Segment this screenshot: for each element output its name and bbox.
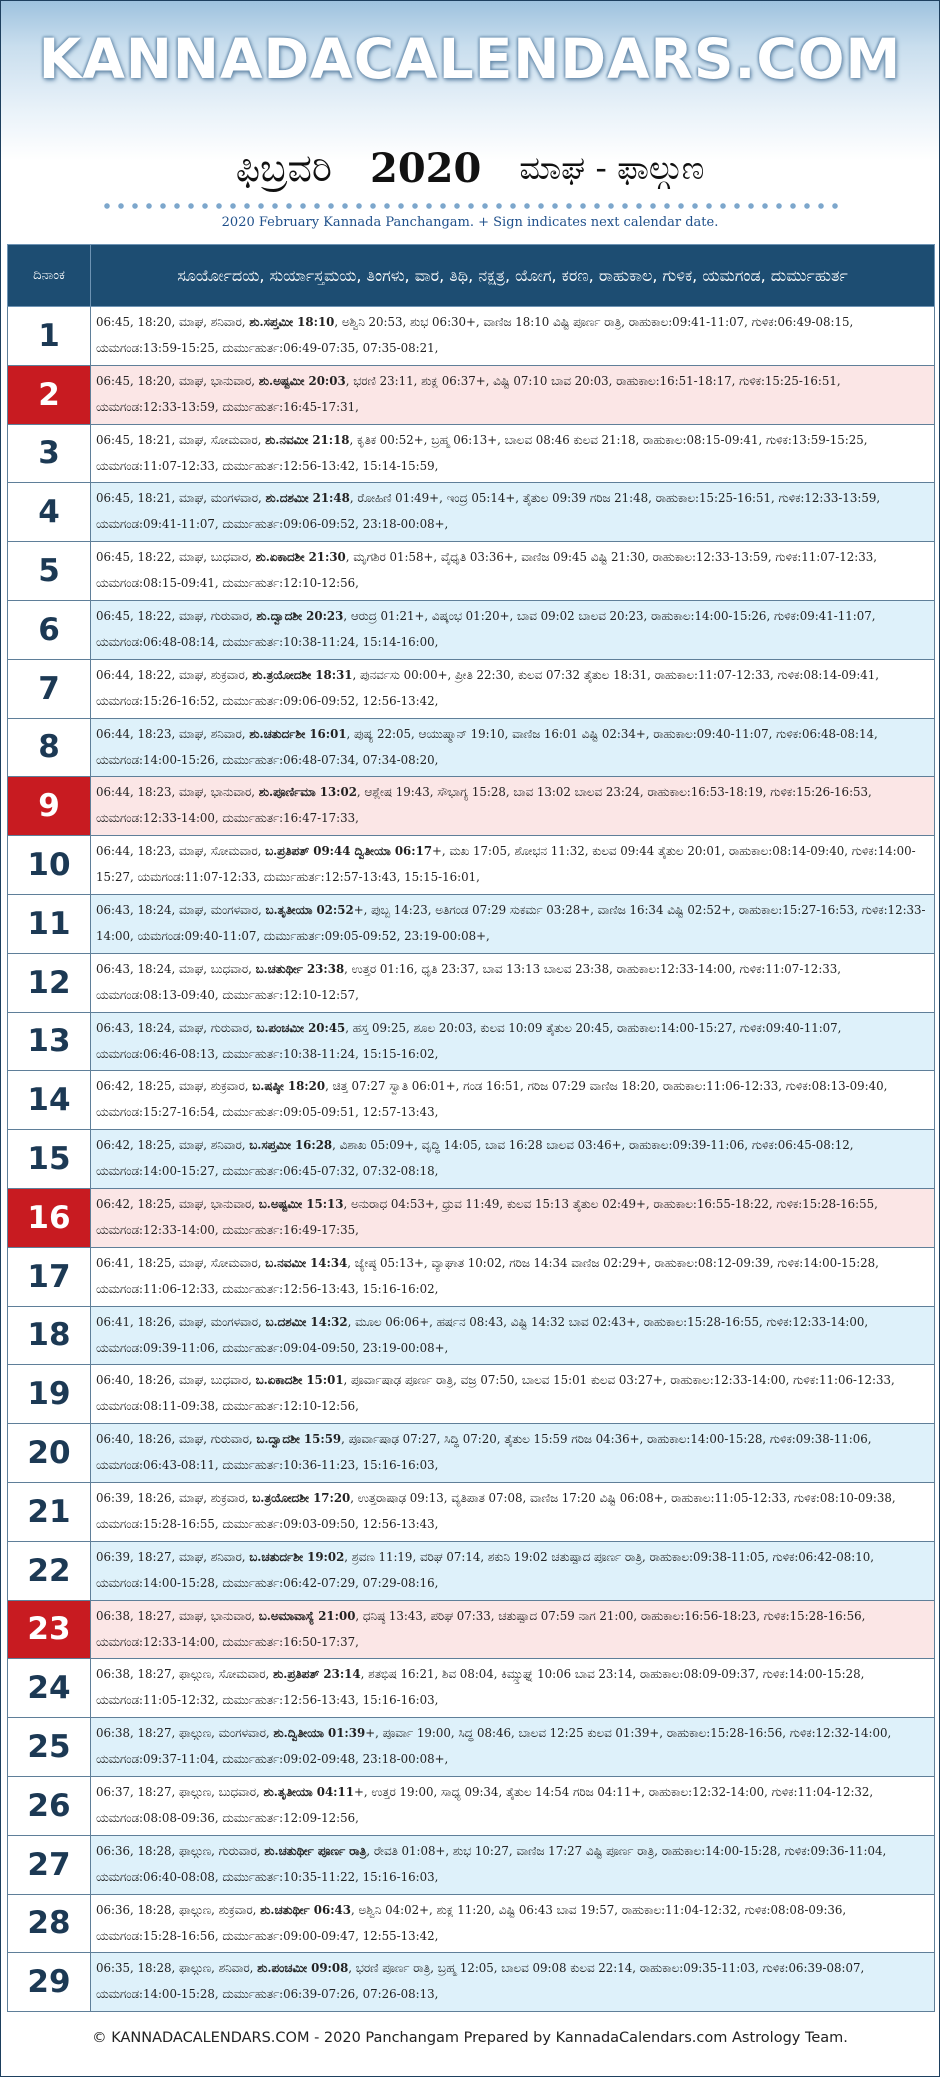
tithi-text: ಬ.ಅಮಾವಾಸ್ಯೆ 21:00: [258, 1608, 356, 1623]
table-row: [8, 365, 935, 424]
table-row: [8, 483, 935, 542]
month-title: [1, 143, 939, 192]
date-cell: 26: [8, 1776, 91, 1835]
date-cell: 21: [8, 1482, 91, 1541]
tithi-text: ಶು.ದ್ವಾದಶೀ 20:23: [256, 608, 344, 623]
date-cell: 10: [8, 836, 91, 895]
date-cell: 27: [8, 1835, 91, 1894]
sun-month-weekday: 06:43, 18:24, ಮಾಘ, ಗುರುವಾರ,: [96, 1020, 257, 1035]
panchangam-details: [96, 779, 929, 831]
sun-month-weekday: 06:44, 18:23, ಮಾಘ, ಭಾನುವಾರ,: [96, 785, 259, 800]
sun-month-weekday: 06:40, 18:26, ಮಾಘ, ಗುರುವಾರ,: [96, 1432, 257, 1447]
date-cell: 5: [8, 542, 91, 601]
tithi-text: ಶು.ಪೂರ್ಣಿಮಾ 13:02: [258, 785, 357, 800]
date-cell: 22: [8, 1541, 91, 1600]
panchangam-details: [96, 1191, 929, 1243]
date-cell: 12: [8, 953, 91, 1012]
table-row: [8, 1718, 935, 1777]
sun-month-weekday: 06:40, 18:26, ಮಾಘ, ಬುಧವಾರ,: [96, 1373, 256, 1388]
panchangam-details: [96, 427, 929, 479]
table-row: [8, 600, 935, 659]
month-name-kannada: ಫಿಬ್ರವರಿ: [235, 146, 332, 190]
table-row: [8, 1071, 935, 1130]
date-cell: 9: [8, 777, 91, 836]
site-title[interactable]: KANNADACALENDARS.COM: [38, 27, 902, 91]
table-row: [8, 1365, 935, 1424]
date-cell: 8: [8, 718, 91, 777]
nakshatra-yoga-karana-timings: , ಜ್ಯೇಷ್ಠ 05:13+, ವ್ಯಾಘಾತ 10:02, ಗರಿಜ 14:34 ವಾಣಿಜ 02:29+, ರಾಹುಕಾಲ:08:12-09:39, ಗುಳಿಕ:14:00-15:28, ಯಮಗಂಡ:11:06-12:33, ದುರ್ಮುಹುರ್ತ:12:56-13:43, 15:16-16:02,: [96, 1255, 879, 1296]
panchangam-details-cell: [91, 836, 935, 895]
table-row: [8, 1835, 935, 1894]
panchangam-details: [96, 1897, 929, 1949]
tithi-text: ಬ.ದಶಮೀ 14:32: [265, 1314, 348, 1329]
panchangam-details-cell: [91, 1247, 935, 1306]
column-header-date: ದಿನಾಂಕ: [8, 245, 91, 307]
sun-month-weekday: 06:45, 18:22, ಮಾಘ, ಬುಧವಾರ,: [96, 550, 256, 565]
panchangam-details: [96, 603, 929, 655]
table-row: [8, 1894, 935, 1953]
panchangam-details-cell: [91, 894, 935, 953]
date-cell: 25: [8, 1718, 91, 1777]
panchangam-details: [96, 1250, 929, 1302]
table-row: [8, 1776, 935, 1835]
nakshatra-yoga-karana-timings: , ಅನುರಾಧ 04:53+, ಧ್ರುವ 11:49, ಕುಲವ 15:13 ತೈತುಲ 02:49+, ರಾಹುಕಾಲ:16:55-18:22, ಗುಳಿಕ:15:28-16:55, ಯಮಗಂಡ:12:33-14:00, ದುರ್ಮುಹುರ್ತ:16:49-17:35,: [96, 1196, 878, 1237]
nakshatra-yoga-karana-timings: , ಶ್ರವಣ 11:19, ವರಿಘ 07:14, ಶಕುನಿ 19:02 ಚತುಷ್ಪಾದ ಪೂರ್ಣ ರಾತ್ರಿ, ರಾಹುಕಾಲ:09:38-11:05, ಗುಳಿಕ:06:42-08:10, ಯಮಗಂಡ:14:00-15:28, ದುರ್ಮುಹುರ್ತ:06:42-07:29, 07:29-08:16,: [96, 1549, 875, 1590]
table-row: [8, 1953, 935, 2012]
masa-name: ಮಾಘ - ಫಾಲ್ಗುಣ: [519, 149, 705, 187]
panchangam-details: [96, 1309, 929, 1361]
panchangam-details-cell: [91, 1776, 935, 1835]
sun-month-weekday: 06:41, 18:25, ಮಾಘ, ಸೋಮವಾರ,: [96, 1255, 266, 1270]
date-cell: 28: [8, 1894, 91, 1953]
panchangam-details-cell: [91, 1188, 935, 1247]
tithi-text: ಶು.ಏಕಾದಶೀ 21:30: [255, 550, 346, 565]
nakshatra-yoga-karana-timings: +, ಉತ್ತರ 19:00, ಸಾಧ್ಯ 09:34, ತೈತುಲ 14:54 ಗರಿಜ 04:11+, ರಾಹುಕಾಲ:12:32-14:00, ಗುಳಿಕ:11:04-12:32, ಯಮಗಂಡ:08:08-09:36, ದುರ್ಮುಹುರ್ತ:12:09-12:56,: [96, 1784, 874, 1825]
panchangam-details-cell: [91, 659, 935, 718]
nakshatra-yoga-karana-timings: , ಕೃತಿಕ 00:52+, ಬ್ರಹ್ಮ 06:13+, ಬಾಲವ 08:46 ಕುಲವ 21:18, ರಾಹುಕಾಲ:08:15-09:41, ಗುಳಿಕ:13:59-15:25, ಯಮಗಂಡ:11:07-12:33, ದುರ್ಮುಹುರ್ತ:12:56-13:42, 15:14-15:59,: [96, 432, 868, 473]
tithi-text: ಶು.ಚತುರ್ಥೀ ಪೂರ್ಣ ರಾತ್ರಿ: [264, 1843, 367, 1858]
tithi-text: ಶು.ದಶಮೀ 21:48: [265, 491, 350, 506]
sun-month-weekday: 06:45, 18:22, ಮಾಘ, ಗುರುವಾರ,: [96, 608, 257, 623]
panchangam-details: [96, 1838, 929, 1890]
nakshatra-yoga-karana-timings: , ಶತಭಿಷ 16:21, ಶಿವ 08:04, ಕಿಮ್ಸ್ತುಘ್ನ 10:06 ಬಾವ 23:14, ರಾಹುಕಾಲ:08:09-09:37, ಗುಳಿಕ:14:00-15:28, ಯಮಗಂಡ:11:05-12:32, ದುರ್ಮುಹುರ್ತ:12:56-13:43, 15:16-16:03,: [96, 1667, 865, 1708]
date-cell: 20: [8, 1424, 91, 1483]
table-row: [8, 1659, 935, 1718]
decorative-border: [101, 201, 839, 211]
table-row: [8, 1012, 935, 1071]
tithi-text: ಶು.ನವಮೀ 21:18: [265, 432, 350, 447]
panchangam-details-cell: [91, 953, 935, 1012]
sun-month-weekday: 06:42, 18:25, ಮಾಘ, ಭಾನುವಾರ,: [96, 1196, 259, 1211]
nakshatra-yoga-karana-timings: , ಆರುದ್ರ 01:21+, ವಿಷ್ಕಂಭ 01:20+, ಬಾವ 09:02 ಬಾಲವ 20:23, ರಾಹುಕಾಲ:14:00-15:26, ಗುಳಿಕ:09:41-11:07, ಯಮಗಂಡ:06:48-08:14, ದುರ್ಮುಹುರ್ತ:10:38-11:24, 15:14-16:00,: [96, 608, 876, 649]
table-row: [8, 307, 935, 366]
panchangam-details: [96, 1544, 929, 1596]
tithi-text: ಬ.ಷಷ್ಠೀ 18:20: [252, 1079, 326, 1094]
tithi-text: ಶು.ಪ್ರತಿಪತ್ 23:14: [273, 1667, 361, 1682]
tithi-text: ಶು.ಚತುರ್ದಶೀ 16:01: [249, 726, 347, 741]
table-row: [8, 424, 935, 483]
panchangam-details: [96, 1779, 929, 1831]
date-cell: 6: [8, 600, 91, 659]
panchangam-details-cell: [91, 718, 935, 777]
tithi-text: ಬ.ಪ್ರತಿಪತ್ 09:44 ದ್ವಿತೀಯಾ 06:17: [265, 844, 433, 859]
table-row: [8, 1541, 935, 1600]
table-body: [8, 307, 935, 2012]
panchangam-details: [96, 485, 929, 537]
panchangam-details: [96, 1073, 929, 1125]
panchangam-details: [96, 1485, 929, 1537]
panchangam-details: [96, 1132, 929, 1184]
nakshatra-yoga-karana-timings: , ಪೂರ್ವಾಷಾಢ ಪೂರ್ಣ ರಾತ್ರಿ, ವಜ್ರ 07:50, ಬಾಲವ 15:01 ಕುಲವ 03:27+, ರಾಹುಕಾಲ:12:33-14:00, ಗುಳಿಕ:11:06-12:33, ಯಮಗಂಡ:08:11-09:38, ದುರ್ಮುಹುರ್ತ:12:10-12:56,: [96, 1373, 895, 1414]
panchangam-details-cell: [91, 777, 935, 836]
date-cell: 18: [8, 1306, 91, 1365]
date-cell: 19: [8, 1365, 91, 1424]
tithi-text: ಶು.ಅಷ್ಟಮೀ 20:03: [258, 373, 346, 388]
tithi-text: ಬ.ಚತುರ್ದಶೀ 19:02: [249, 1549, 345, 1564]
nakshatra-yoga-karana-timings: , ಚಿತ್ತ 07:27 ಸ್ವಾತಿ 06:01+, ಗಂಡ 16:51, ಗರಿಜ 07:29 ವಾಣಿಜ 18:20, ರಾಹುಕಾಲ:11:06-12:33, ಗುಳಿಕ:08:13-09:40, ಯಮಗಂಡ:15:27-16:54, ದುರ್ಮುಹುರ್ತ:09:05-09:51, 12:57-13:43,: [96, 1079, 888, 1120]
sun-month-weekday: 06:45, 18:21, ಮಾಘ, ಮಂಗಳವಾರ,: [96, 491, 266, 506]
nakshatra-yoga-karana-timings: , ವಿಶಾಖ 05:09+, ವೃದ್ಧಿ 14:05, ಬಾವ 16:28 ಬಾಲವ 03:46+, ರಾಹುಕಾಲ:09:39-11:06, ಗುಳಿಕ:06:45-08:12, ಯಮಗಂಡ:14:00-15:27, ದುರ್ಮುಹುರ್ತ:06:45-07:32, 07:32-08:18,: [96, 1138, 854, 1179]
date-cell: 29: [8, 1953, 91, 2012]
sun-month-weekday: 06:38, 18:27, ಫಾಲ್ಗುಣ, ಮಂಗಳವಾರ,: [96, 1726, 274, 1741]
sun-month-weekday: 06:36, 18:28, ಫಾಲ್ಗುಣ, ಶುಕ್ರವಾರ,: [96, 1902, 261, 1917]
nakshatra-yoga-karana-timings: , ಭರಣಿ 23:11, ಶುಕ್ಲ 06:37+, ವಿಷ್ಟಿ 07:10 ಬಾವ 20:03, ರಾಹುಕಾಲ:16:51-18:17, ಗುಳಿಕ:15:25-16:51, ಯಮಗಂಡ:12:33-13:59, ದುರ್ಮುಹುರ್ತ:16:45-17:31,: [96, 373, 841, 414]
sun-month-weekday: 06:44, 18:23, ಮಾಘ, ಸೋಮವಾರ,: [96, 844, 266, 859]
panchangam-details-cell: [91, 1894, 935, 1953]
panchangam-details-cell: [91, 1306, 935, 1365]
tithi-text: ಬ.ಅಷ್ಟಮೀ 15:13: [258, 1196, 344, 1211]
panchangam-table-wrap: [7, 244, 935, 2012]
panchangam-details: [96, 897, 929, 949]
panchangam-details-cell: [91, 1071, 935, 1130]
nakshatra-yoga-karana-timings: , ಉತ್ತರಾಷಾಢ 09:13, ವ್ಯತಿಪಾತ 07:08, ವಾಣಿಜ 17:20 ವಿಷ್ಟಿ 06:08+, ರಾಹುಕಾಲ:11:05-12:33, ಗುಳಿಕ:08:10-09:38, ಯಮಗಂಡ:15:28-16:55, ದುರ್ಮುಹುರ್ತ:09:03-09:50, 12:56-13:43,: [96, 1490, 896, 1531]
table-row: [8, 1424, 935, 1483]
table-row: [8, 1482, 935, 1541]
date-cell: 24: [8, 1659, 91, 1718]
sun-month-weekday: 06:44, 18:23, ಮಾಘ, ಶನಿವಾರ,: [96, 726, 250, 741]
date-cell: 11: [8, 894, 91, 953]
table-row: [8, 1600, 935, 1659]
table-header-row: [8, 245, 935, 307]
table-row: [8, 1130, 935, 1189]
date-cell: 2: [8, 365, 91, 424]
sun-month-weekday: 06:45, 18:20, ಮಾಘ, ಭಾನುವಾರ,: [96, 373, 259, 388]
nakshatra-yoga-karana-timings: , ಭರಣಿ ಪೂರ್ಣ ರಾತ್ರಿ, ಬ್ರಹ್ಮ 12:05, ಬಾಲವ 09:08 ಕುಲವ 22:14, ರಾಹುಕಾಲ:09:35-11:03, ಗುಳಿಕ:06:39-08:07, ಯಮಗಂಡ:14:00-15:28, ದುರ್ಮುಹುರ್ತ:06:39-07:26, 07:26-08:13,: [96, 1961, 865, 2002]
sun-month-weekday: 06:37, 18:27, ಫಾಲ್ಗುಣ, ಬುಧವಾರ,: [96, 1784, 264, 1799]
panchangam-details-cell: [91, 1953, 935, 2012]
table-row: [8, 777, 935, 836]
panchangam-details-cell: [91, 307, 935, 366]
page-footer: © KANNADACALENDARS.COM - 2020 Panchangam Prepared by KannadaCalendars.com Astrology Team.: [92, 2030, 848, 2046]
panchangam-table: [7, 244, 935, 2012]
panchangam-details-cell: [91, 1600, 935, 1659]
table-row: [8, 1188, 935, 1247]
sun-month-weekday: 06:35, 18:28, ಫಾಲ್ಗುಣ, ಶನಿವಾರ,: [96, 1961, 258, 1976]
table-row: [8, 836, 935, 895]
nakshatra-yoga-karana-timings: , ಹಸ್ತ 09:25, ಶೂಲ 20:03, ಕುಲವ 10:09 ತೈತುಲ 20:45, ರಾಹುಕಾಲ:14:00-15:27, ಗುಳಿಕ:09:40-11:07, ಯಮಗಂಡ:06:46-08:13, ದುರ್ಮುಹುರ್ತ:10:38-11:24, 15:15-16:02,: [96, 1020, 842, 1061]
date-cell: 14: [8, 1071, 91, 1130]
table-row: [8, 542, 935, 601]
table-row: [8, 659, 935, 718]
page-subtitle: 2020 February Kannada Panchangam. + Sign indicates next calendar date.: [221, 215, 719, 229]
tithi-text: ಶು.ತ್ರಯೋದಶೀ 18:31: [252, 667, 353, 682]
tithi-text: ಬ.ಸಪ್ತಮೀ 16:28: [249, 1138, 333, 1153]
panchangam-details: [96, 544, 929, 596]
date-cell: 16: [8, 1188, 91, 1247]
tithi-text: ಶು.ಪಂಚಮೀ 09:08: [257, 1961, 349, 1976]
date-cell: 23: [8, 1600, 91, 1659]
nakshatra-yoga-karana-timings: +, ಪುಬ್ಬ 14:23, ಅತಿಗಂಡ 07:29 ಸುಕರ್ಮ 03:28+, ವಾಣಿಜ 16:34 ವಿಷ್ಟಿ 02:52+, ರಾಹುಕಾಲ:15:27-16:53, ಗುಳಿಕ:12:33-14:00, ಯಮಗಂಡ:09:40-11:07, ದುರ್ಮುಹುರ್ತ:09:05-09:52, 23:19-00:08+,: [96, 902, 926, 943]
panchangam-details: [96, 956, 929, 1008]
sun-month-weekday: 06:45, 18:20, ಮಾಘ, ಶನಿವಾರ,: [96, 315, 250, 329]
date-cell: 15: [8, 1130, 91, 1189]
date-cell: 3: [8, 424, 91, 483]
tithi-text: ಬ.ಏಕಾದಶೀ 15:01: [255, 1373, 344, 1388]
panchangam-details-cell: [91, 365, 935, 424]
panchangam-details-cell: [91, 1718, 935, 1777]
panchangam-details-cell: [91, 1424, 935, 1483]
tithi-text: ಬ.ಚತುರ್ಥೀ 23:38: [255, 961, 345, 976]
sun-month-weekday: 06:36, 18:28, ಫಾಲ್ಗುಣ, ಗುರುವಾರ,: [96, 1843, 265, 1858]
panchangam-details: [96, 1955, 929, 2007]
panchangam-details-cell: [91, 1482, 935, 1541]
panchangam-details: [96, 1603, 929, 1655]
tithi-text: ಶು.ಸಪ್ತಮೀ 18:10: [249, 315, 335, 329]
tithi-text: ಶು.ತೃತೀಯಾ 04:11: [263, 1784, 354, 1799]
nakshatra-yoga-karana-timings: , ಪುನರ್ವಸು 00:00+, ಪ್ರೀತಿ 22:30, ಕುಲವ 07:32 ತೈತುಲ 18:31, ರಾಹುಕಾಲ:11:07-12:33, ಗುಳಿಕ:08:14-09:41, ಯಮಗಂಡ:15:26-16:52, ದುರ್ಮುಹುರ್ತ:09:06-09:52, 12:56-13:42,: [96, 667, 880, 708]
panchangam-details: [96, 1015, 929, 1067]
panchangam-details-cell: [91, 1541, 935, 1600]
panchangam-details-cell: [91, 542, 935, 601]
panchangam-details-cell: [91, 600, 935, 659]
tithi-text: ಬ.ತೃತೀಯಾ 02:52: [265, 902, 354, 917]
tithi-text: ಬ.ದ್ವಾದಶೀ 15:59: [256, 1432, 342, 1447]
panchangam-details: [96, 1661, 929, 1713]
nakshatra-yoga-karana-timings: , ಉತ್ತರ 01:16, ಧೃತಿ 23:37, ಬಾವ 13:13 ಬಾಲವ 23:38, ರಾಹುಕಾಲ:12:33-14:00, ಗುಳಿಕ:11:07-12:33, ಯಮಗಂಡ:08:13-09:40, ದುರ್ಮುಹುರ್ತ:12:10-12:57,: [96, 961, 842, 1002]
sun-month-weekday: 06:42, 18:25, ಮಾಘ, ಶುಕ್ರವಾರ,: [96, 1079, 253, 1094]
nakshatra-yoga-karana-timings: , ಧನಿಷ್ಠ 13:43, ಪರಿಘ 07:33, ಚತುಷ್ಪಾದ 07:59 ನಾಗ 21:00, ರಾಹುಕಾಲ:16:56-18:23, ಗುಳಿಕ:15:28-16:56, ಯಮಗಂಡ:12:33-14:00, ದುರ್ಮುಹುರ್ತ:16:50-17:37,: [96, 1608, 866, 1649]
panchangam-details: [96, 1720, 929, 1772]
panchangam-details-cell: [91, 1835, 935, 1894]
table-row: [8, 718, 935, 777]
sun-month-weekday: 06:44, 18:22, ಮಾಘ, ಶುಕ್ರವಾರ,: [96, 667, 253, 682]
page-header: [1, 1, 939, 229]
panchangam-details: [96, 662, 929, 714]
table-row: [8, 953, 935, 1012]
sun-month-weekday: 06:43, 18:24, ಮಾಘ, ಬುಧವಾರ,: [96, 961, 256, 976]
panchangam-details-cell: [91, 1659, 935, 1718]
date-cell: 17: [8, 1247, 91, 1306]
nakshatra-yoga-karana-timings: , ಪುಷ್ಯ 22:05, ಆಯುಷ್ಮಾನ್ 19:10, ವಾಣಿಜ 16:01 ವಿಷ್ಟಿ 02:34+, ರಾಹುಕಾಲ:09:40-11:07, ಗುಳಿಕ:06:48-08:14, ಯಮಗಂಡ:14:00-15:26, ದುರ್ಮುಹುರ್ತ:06:48-07:34, 07:34-08:20,: [96, 726, 878, 767]
tithi-text: ಶು.ದ್ವಿತೀಯಾ 01:39: [273, 1726, 366, 1741]
nakshatra-yoga-karana-timings: , ಮೃಗಶಿರ 01:58+, ವೈಧೃತಿ 03:36+, ವಾಣಿಜ 09:45 ವಿಷ್ಟಿ 21:30, ರಾಹುಕಾಲ:12:33-13:59, ಗುಳಿಕ:11:07-12:33, ಯಮಗಂಡ:08:15-09:41, ದುರ್ಮುಹುರ್ತ:12:10-12:56,: [96, 550, 877, 591]
tithi-text: ಬ.ಪಂಚಮೀ 20:45: [256, 1020, 346, 1035]
nakshatra-yoga-karana-timings: , ಪೂರ್ವಾಷಾಢ 07:27, ಸಿದ್ಧಿ 07:20, ತೈತುಲ 15:59 ಗರಿಜ 04:36+, ರಾಹುಕಾಲ:14:00-15:28, ಗುಳಿಕ:09:38-11:06, ಯಮಗಂಡ:06:43-08:11, ದುರ್ಮುಹುರ್ತ:10:36-11:23, 15:16-16:03,: [96, 1432, 872, 1473]
panchangam-details-cell: [91, 424, 935, 483]
year-label: 2020: [370, 145, 482, 192]
panchangam-details: [96, 368, 929, 420]
column-header-details: ಸೂರ್ಯೋದಯ, ಸುರ್ಯಾಸ್ತಮಯ, ತಿಂಗಳು, ವಾರ, ತಿಥಿ, ನಕ್ಷತ್ರ, ಯೋಗ, ಕರಣ, ರಾಹುಕಾಲ, ಗುಳಿಕ, ಯಮಗಂಡ, ದುರ್ಮುಹುರ್ತ: [91, 245, 935, 307]
panchangam-details-cell: [91, 1012, 935, 1071]
tithi-text: ಶು.ಚತುರ್ಥೀ 06:43: [260, 1902, 351, 1917]
panchangam-details-cell: [91, 483, 935, 542]
sun-month-weekday: 06:43, 18:24, ಮಾಘ, ಮಂಗಳವಾರ,: [96, 902, 266, 917]
date-cell: 7: [8, 659, 91, 718]
date-cell: 4: [8, 483, 91, 542]
panchangam-details-cell: [91, 1365, 935, 1424]
sun-month-weekday: 06:39, 18:27, ಮಾಘ, ಶನಿವಾರ,: [96, 1549, 250, 1564]
date-cell: 1: [8, 307, 91, 366]
panchangam-details: [96, 309, 929, 361]
nakshatra-yoga-karana-timings: , ರೋಹಿಣಿ 01:49+, ಇಂದ್ರ 05:14+, ತೈತುಲ 09:39 ಗರಿಜ 21:48, ರಾಹುಕಾಲ:15:25-16:51, ಗುಳಿಕ:12:33-13:59, ಯಮಗಂಡ:09:41-11:07, ದುರ್ಮುಹುರ್ತ:09:06-09:52, 23:18-00:08+,: [96, 491, 881, 532]
sun-month-weekday: 06:38, 18:27, ಫಾಲ್ಗುಣ, ಸೋಮವಾರ,: [96, 1667, 274, 1682]
sun-month-weekday: 06:45, 18:21, ಮಾಘ, ಸೋಮವಾರ,: [96, 432, 266, 447]
tithi-text: ಬ.ತ್ರಯೋದಶೀ 17:20: [252, 1490, 351, 1505]
panchangam-details: [96, 1367, 929, 1419]
nakshatra-yoga-karana-timings: +, ಪೂರ್ವಾ 19:00, ಸಿದ್ಧ 08:46, ಬಾಲವ 12:25 ಕುಲವ 01:39+, ರಾಹುಕಾಲ:15:28-16:56, ಗುಳಿಕ:12:32-14:00, ಯಮಗಂಡ:09:37-11:04, ದುರ್ಮುಹುರ್ತ:09:02-09:48, 23:18-00:08+,: [96, 1726, 892, 1767]
panchangam-details: [96, 1426, 929, 1478]
table-row: [8, 894, 935, 953]
sun-month-weekday: 06:39, 18:26, ಮಾಘ, ಶುಕ್ರವಾರ,: [96, 1490, 253, 1505]
nakshatra-yoga-karana-timings: , ಅಶ್ವಿನಿ 20:53, ಶುಭ 06:30+, ವಾಣಿಜ 18:10 ವಿಷ್ಟಿ ಪೂರ್ಣ ರಾತ್ರಿ, ರಾಹುಕಾಲ:09:41-11:07, ಗುಳಿಕ:06:49-08:15, ಯಮಗಂಡ:13:59-15:25, ದುರ್ಮುಹುರ್ತ:06:49-07:35, 07:35-08:21,: [96, 315, 854, 355]
panchangam-details: [96, 721, 929, 773]
sun-month-weekday: 06:42, 18:25, ಮಾಘ, ಶನಿವಾರ,: [96, 1138, 250, 1153]
nakshatra-yoga-karana-timings: , ರೇವತಿ 01:08+, ಶುಭ 10:27, ವಾಣಿಜ 17:27 ವಿಷ್ಟಿ ಪೂರ್ಣ ರಾತ್ರಿ, ರಾಹುಕಾಲ:14:00-15:28, ಗುಳಿಕ:09:36-11:04, ಯಮಗಂಡ:06:40-08:08, ದುರ್ಮುಹುರ್ತ:10:35-11:22, 15:16-16:03,: [96, 1843, 887, 1884]
nakshatra-yoga-karana-timings: , ಆಶ್ಲೇಷ 19:43, ಸೌಭಾಗ್ಯ 15:28, ಬಾವ 13:02 ಬಾಲವ 23:24, ರಾಹುಕಾಲ:16:53-18:19, ಗುಳಿಕ:15:26-16:53, ಯಮಗಂಡ:12:33-14:00, ದುರ್ಮುಹುರ್ತ:16:47-17:33,: [96, 785, 872, 826]
sun-month-weekday: 06:41, 18:26, ಮಾಘ, ಮಂಗಳವಾರ,: [96, 1314, 266, 1329]
nakshatra-yoga-karana-timings: +, ಮಖ 17:05, ಶೋಭನ 11:32, ಕುಲವ 09:44 ತೈತುಲ 20:01, ರಾಹುಕಾಲ:08:14-09:40, ಗುಳಿಕ:14:00-15:27, ಯಮಗಂಡ:11:07-12:33, ದುರ್ಮುಹುರ್ತ:12:57-13:43, 15:15-16:01,: [96, 844, 916, 885]
panchangam-details-cell: [91, 1130, 935, 1189]
date-cell: 13: [8, 1012, 91, 1071]
nakshatra-yoga-karana-timings: , ಅಶ್ವಿನಿ 04:02+, ಶುಕ್ಲ 11:20, ವಿಷ್ಟಿ 06:43 ಬಾವ 19:57, ರಾಹುಕಾಲ:11:04-12:32, ಗುಳಿಕ:08:08-09:36, ಯಮಗಂಡ:15:28-16:56, ದುರ್ಮುಹುರ್ತ:09:00-09:47, 12:55-13:42,: [96, 1902, 847, 1943]
sun-month-weekday: 06:38, 18:27, ಮಾಘ, ಭಾನುವಾರ,: [96, 1608, 259, 1623]
nakshatra-yoga-karana-timings: , ಮೂಲ 06:06+, ಹರ್ಷನ 08:43, ವಿಷ್ಟಿ 14:32 ಬಾವ 02:43+, ರಾಹುಕಾಲ:15:28-16:55, ಗುಳಿಕ:12:33-14:00, ಯಮಗಂಡ:09:39-11:06, ದುರ್ಮುಹುರ್ತ:09:04-09:50, 23:19-00:08+,: [96, 1314, 869, 1355]
tithi-text: ಬ.ನವಮೀ 14:34: [265, 1255, 348, 1270]
table-row: [8, 1247, 935, 1306]
panchangam-details: [96, 838, 929, 890]
table-row: [8, 1306, 935, 1365]
